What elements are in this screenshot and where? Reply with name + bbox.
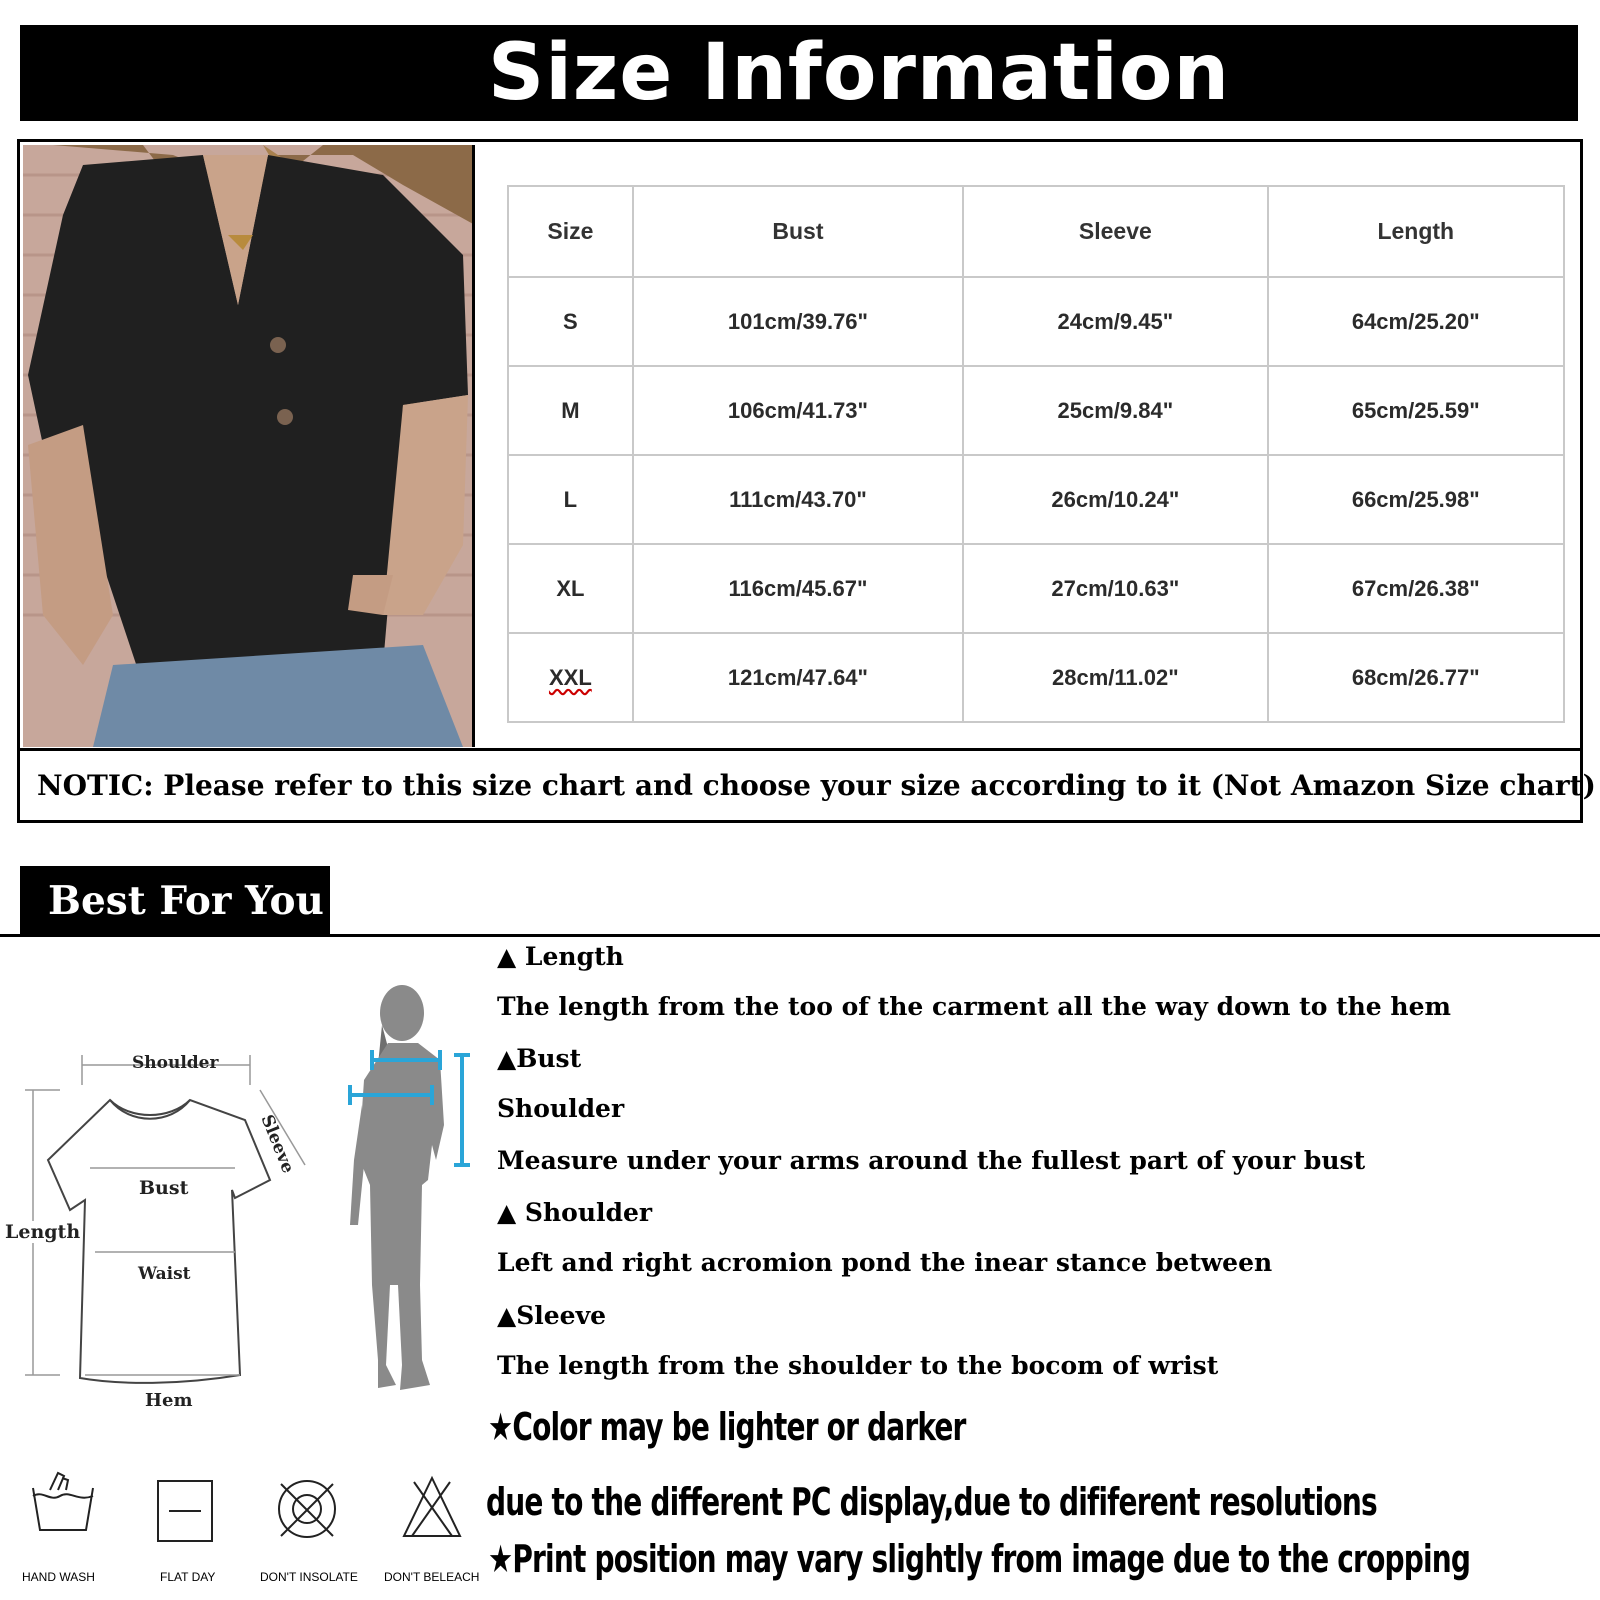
length-cell: 66cm/25.98" xyxy=(1268,455,1564,544)
care-label-hand-wash: HAND WASH xyxy=(22,1570,95,1584)
bust-cell: 111cm/43.70" xyxy=(633,455,963,544)
model-photo xyxy=(23,145,475,747)
product-photo xyxy=(23,145,475,747)
bust-cell: 106cm/41.73" xyxy=(633,366,963,455)
flat-dry-icon xyxy=(155,1478,215,1544)
length-cell: 64cm/25.20" xyxy=(1268,277,1564,366)
do-not-tumble-icon xyxy=(275,1476,339,1542)
sleeve-cell: 26cm/10.24" xyxy=(963,455,1267,544)
col-header-size: Size xyxy=(508,186,633,277)
best-for-you-title: Best For You xyxy=(48,878,324,924)
diagram-label-sleeve: Sleeve xyxy=(256,1112,298,1177)
desc-bust-text: Measure under your arms around the fullest part of your bust xyxy=(497,1146,1366,1175)
do-not-bleach-icon xyxy=(400,1474,464,1540)
desc-sleeve-text: The length from the shoulder to the bocom of wrist xyxy=(497,1351,1219,1380)
size-table xyxy=(507,185,1565,723)
table-row xyxy=(508,366,1564,455)
diagram-label-length: Length xyxy=(5,1221,81,1243)
desc-bust-subheading: Shoulder xyxy=(497,1094,625,1123)
section-divider xyxy=(0,934,1600,937)
size-cell: S xyxy=(508,277,633,366)
length-cell: 65cm/25.59" xyxy=(1268,366,1564,455)
bust-cell: 116cm/45.67" xyxy=(633,544,963,633)
diagram-label-shoulder: Shoulder xyxy=(132,1053,219,1073)
desc-shoulder-text: Left and right acromion pond the inear stance between xyxy=(497,1248,1273,1277)
desc-shoulder-heading: ▲ Shoulder xyxy=(497,1198,653,1227)
care-label-flat-dry: FLAT DAY xyxy=(160,1570,216,1584)
care-label-insolate: DON'T INSOLATE xyxy=(260,1570,358,1584)
desc-length-text: The length from the too of the carment all the way down to the hem xyxy=(497,992,1451,1021)
desc-sleeve-heading: ▲Sleeve xyxy=(497,1301,607,1330)
length-cell: 68cm/26.77" xyxy=(1268,633,1564,722)
note-color: ★Color may be lighter or darker xyxy=(488,1405,966,1449)
length-cell: 67cm/26.38" xyxy=(1268,544,1564,633)
note-print-position: ★Print position may vary slightly from image due to the cropping xyxy=(488,1537,1471,1581)
size-cell: L xyxy=(508,455,633,544)
body-silhouette-icon xyxy=(340,985,480,1415)
size-cell: XL xyxy=(508,544,633,633)
page-title: Size Information xyxy=(488,28,1230,118)
diagram-label-hem: Hem xyxy=(145,1390,193,1411)
size-table-area xyxy=(477,145,1577,745)
table-row xyxy=(508,455,1564,544)
title-bar xyxy=(20,25,1578,121)
col-header-sleeve: Sleeve xyxy=(963,186,1267,277)
best-for-you-tab xyxy=(20,866,330,936)
size-panel xyxy=(17,139,1596,823)
sleeve-cell: 28cm/11.02" xyxy=(963,633,1267,722)
hand-wash-icon xyxy=(28,1468,98,1538)
col-header-length: Length xyxy=(1268,186,1564,277)
bust-cell: 121cm/47.64" xyxy=(633,633,963,722)
size-cell: M xyxy=(508,366,633,455)
desc-length-heading: ▲ Length xyxy=(497,942,624,971)
col-header-bust: Bust xyxy=(633,186,963,277)
desc-bust-heading: ▲Bust xyxy=(497,1044,582,1073)
sleeve-cell: 27cm/10.63" xyxy=(963,544,1267,633)
table-row xyxy=(508,544,1564,633)
table-row xyxy=(508,633,1564,722)
size-cell: XXL xyxy=(508,633,633,722)
sleeve-cell: 25cm/9.84" xyxy=(963,366,1267,455)
size-notice: NOTIC: Please refer to this size chart and choose your size according to it (Not Amazon Size chart) xyxy=(37,769,1596,802)
diagram-label-bust: Bust xyxy=(139,1177,189,1199)
care-label-bleach: DON'T BELEACH xyxy=(384,1570,480,1584)
bust-cell: 101cm/39.76" xyxy=(633,277,963,366)
diagram-label-waist: Waist xyxy=(138,1264,191,1284)
notice-row xyxy=(20,748,1596,820)
table-row xyxy=(508,277,1564,366)
table-header-row xyxy=(508,186,1564,277)
sleeve-cell: 24cm/9.45" xyxy=(963,277,1267,366)
note-display: due to the different PC display,due to dififerent resolutions xyxy=(486,1480,1377,1524)
